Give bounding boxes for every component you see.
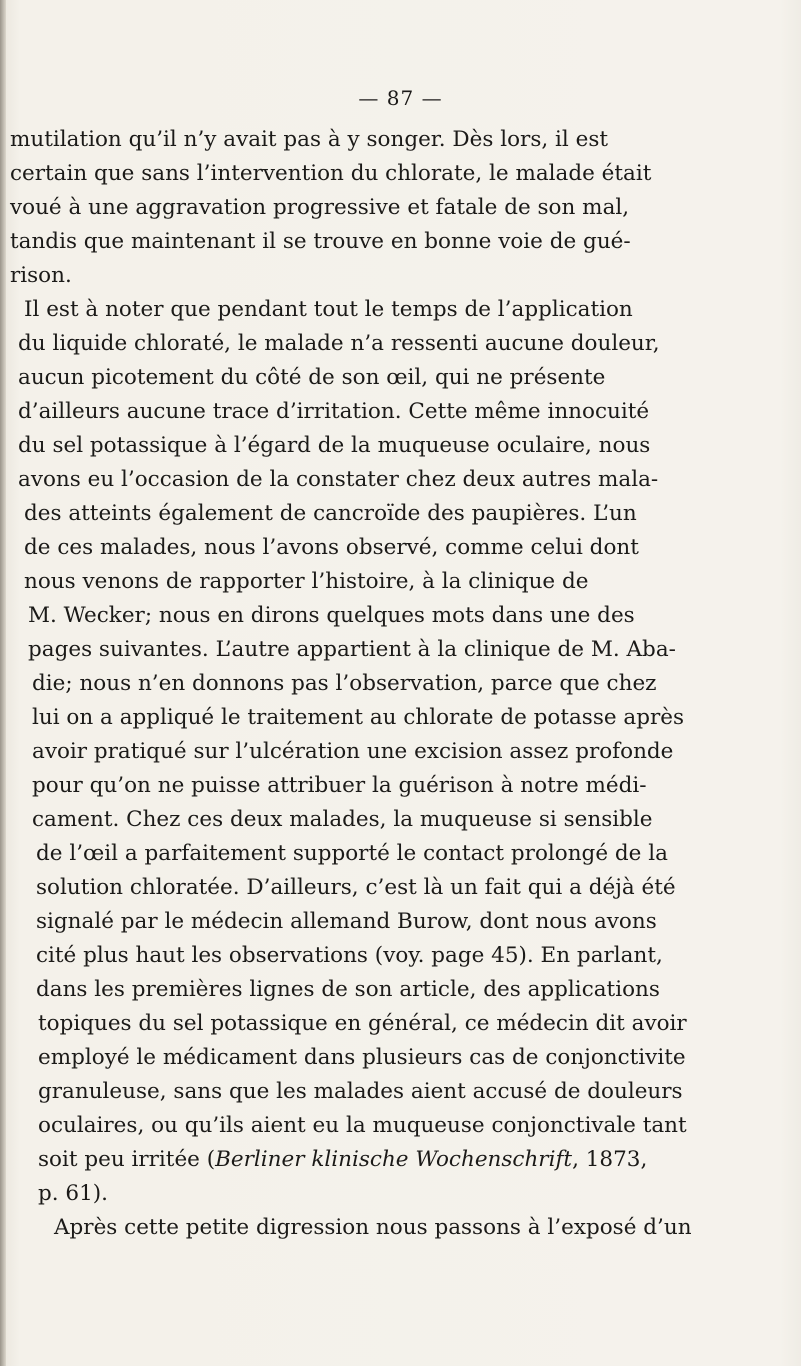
text-line: d’ailleurs aucune trace d’irritation. Cette même innocuité xyxy=(18,399,650,424)
text-line: dans les premières lignes de son article, des applications xyxy=(36,977,660,1002)
text-line: du sel potassique à l’égard de la muqueuse oculaire, nous xyxy=(18,433,651,458)
text-line: signalé par le médecin allemand Burow, dont nous avons xyxy=(36,909,657,934)
text-line: de ces malades, nous l’avons observé, comme celui dont xyxy=(24,535,639,560)
text-line: p. 61). xyxy=(38,1181,109,1206)
text-line: lui on a appliqué le traitement au chlorate de potasse après xyxy=(32,705,685,730)
text-line: topiques du sel potassique en général, ce médecin dit avoir xyxy=(38,1011,687,1036)
paragraph-start-line: Après cette petite digression nous passons à l’exposé d’un xyxy=(54,1215,692,1240)
journal-title: Berliner klinische Wochenschrift xyxy=(215,1147,573,1172)
text-line: mutilation qu’il n’y avait pas à y songer. Dès lors, il est xyxy=(10,127,609,152)
text-line: cité plus haut les observations (voy. page 45). En parlant, xyxy=(36,943,663,968)
citation-tail: , 1873, xyxy=(572,1147,648,1172)
body-text xyxy=(10,123,801,1245)
text-line: aucun picotement du côté de son œil, qui ne présente xyxy=(18,365,606,390)
text-line: tandis que maintenant il se trouve en bonne voie de gué- xyxy=(10,229,631,254)
text-line: nous venons de rapporter l’histoire, à la clinique de xyxy=(24,569,589,594)
text-line: solution chloratée. D’ailleurs, c’est là un fait qui a déjà été xyxy=(36,875,676,900)
text-line: pages suivantes. L’autre appartient à la clinique de M. Aba- xyxy=(28,637,676,662)
citation-prefix: soit peu irritée ( xyxy=(38,1147,216,1172)
text-line: M. Wecker; nous en dirons quelques mots dans une des xyxy=(28,603,635,628)
citation-line xyxy=(10,1143,801,1177)
page-number: — 87 — xyxy=(358,86,443,110)
text-line: cament. Chez ces deux malades, la muqueuse si sensible xyxy=(32,807,653,832)
text-line: certain que sans l’intervention du chlorate, le malade était xyxy=(10,161,652,186)
page-binding-edge xyxy=(0,0,6,1366)
text-line: rison. xyxy=(10,263,72,288)
paragraph-start-line: Il est à noter que pendant tout le temps de l’application xyxy=(24,297,633,322)
text-line: employé le médicament dans plusieurs cas de conjonctivite xyxy=(38,1045,686,1070)
text-line: pour qu’on ne puisse attribuer la guérison à notre médi- xyxy=(32,773,647,798)
text-line: granuleuse, sans que les malades aient accusé de douleurs xyxy=(38,1079,683,1104)
text-line: des atteints également de cancroïde des paupières. L’un xyxy=(24,501,637,526)
text-line: die; nous n’en donnons pas l’observation, parce que chez xyxy=(32,671,657,696)
text-line: avoir pratiqué sur l’ulcération une excision assez profonde xyxy=(32,739,674,764)
text-line: voué à une aggravation progressive et fatale de son mal, xyxy=(10,195,630,220)
text-line: avons eu l’occasion de la constater chez deux autres mala- xyxy=(18,467,659,492)
text-line: du liquide chloraté, le malade n’a ressenti aucune douleur, xyxy=(18,331,660,356)
text-line: de l’œil a parfaitement supporté le contact prolongé de la xyxy=(36,841,668,866)
text-line: oculaires, ou qu’ils aient eu la muqueuse conjonctivale tant xyxy=(38,1113,687,1138)
